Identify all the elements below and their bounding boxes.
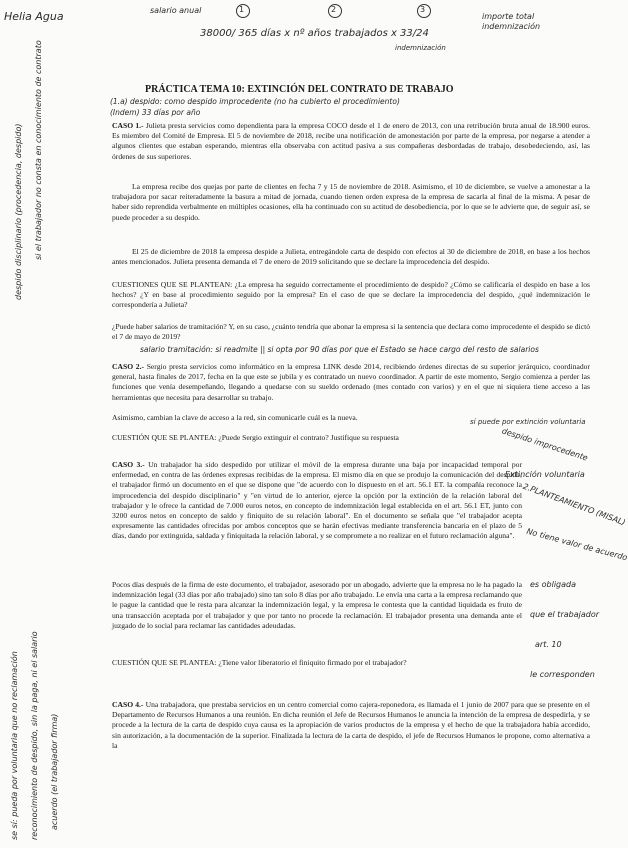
right-margin-note-4: No tiene valor de acuerdo bbox=[525, 526, 628, 563]
caso2-label: CASO 2.- bbox=[112, 362, 145, 371]
caso3-question bbox=[112, 658, 522, 668]
handwritten-number-1: 1 bbox=[239, 5, 245, 14]
handwritten-caso1-note: salario tramitación: si readmite || si opta por 90 días por que el Estado se hace cargo del resto de salarios bbox=[140, 345, 539, 354]
caso1-paragraph-3: El 25 de diciembre de 2018 la empresa despide a Julieta, entregándole carta de despido con efectos al 30 de diciembre de 2018, en base a los hechos antes mencionados. Julieta presenta demanda el 7 de enero de 2019 solicitando que se declare la improcedencia del despido. bbox=[112, 247, 590, 267]
handwritten-number-2: 2 bbox=[331, 5, 337, 14]
right-margin-note-8: le corresponden bbox=[530, 670, 595, 679]
caso2-paragraph-2: Asimismo, cambian la clave de acceso a la red, sin comunicarle cuál es la nueva. bbox=[112, 413, 358, 422]
right-margin-note-1: despido improcedente bbox=[500, 426, 589, 463]
caso1-text-1: Julieta presta servicios como dependienta para la empresa COCO desde el 1 de enero de 2013, con una retribución bruta anual de 18.900 euros. Es miembro del Comité de Empresa. El 5 de noviembre de 2018, recibe una notificación de amonestación por parte de la empresa, por negarse a atender a algunos clientes que estaban esperando, mientras ella observaba con actitud pasiva a sus compañeras desbordadas de trabajo, desobedeciendo, así, las órdenes de sus superiores. bbox=[112, 121, 590, 161]
handwritten-name: Helia Agua bbox=[4, 10, 64, 23]
caso2-paragraph-1 bbox=[112, 362, 590, 403]
right-margin-note-3: 2.PLANTEAMIENTO (MISAL) bbox=[521, 481, 627, 528]
handwritten-title-note-1: (1.a) despido: como despido improcedente (no ha cubierto el procedimiento) bbox=[110, 97, 400, 106]
handwritten-title-note-2: (Indem) 33 días por año bbox=[110, 108, 201, 117]
right-margin-note-6: que el trabajador bbox=[530, 610, 599, 619]
caso1-question-text: ¿La empresa ha seguido correctamente el procedimiento de despido? ¿Cómo se calificaría el despido en base a los hechos? ¿Y en base al procedimiento seguido por la empresa? En el caso de que se declare la improcedencia del despido, ¿qué indemnización le correspondería a Julieta? bbox=[112, 280, 590, 310]
caso1-paragraph-1 bbox=[112, 121, 590, 162]
caso1-questions bbox=[112, 280, 590, 311]
caso4-label: CASO 4.- bbox=[112, 700, 144, 709]
handwritten-importe-note: importe total indemnización bbox=[482, 12, 541, 31]
caso1-question-2: ¿Puede haber salarios de tramitación? Y, en su caso, ¿cuánto tendría que abonar la empresa si la sentencia que declara como improcedente el despido se dictó el 7 de mayo de 2019? bbox=[112, 322, 590, 342]
left-margin-note-1: despido disciplinario (procedencia, despido) bbox=[14, 123, 23, 300]
caso1-question-label: CUESTIONES QUE SE PLANTEAN: bbox=[112, 280, 233, 289]
left-margin-note-2: si el trabajador no consta en conocimiento de contrato bbox=[34, 40, 43, 260]
left-margin-note-5: acuerdo (el trabajador firma) bbox=[50, 713, 59, 830]
right-margin-note-7: art. 10 bbox=[535, 640, 562, 649]
caso4-paragraph-1 bbox=[112, 700, 590, 751]
handwritten-formula-sub: indemnización bbox=[395, 44, 446, 52]
left-margin-note-4: reconocimiento de despido, sin la paga, ni el salario bbox=[30, 631, 39, 840]
handwritten-caso2-note: sí puede por extinción voluntaria bbox=[470, 418, 586, 426]
caso3-question-label: CUESTIÓN QUE SE PLANTEA: bbox=[112, 658, 217, 667]
handwritten-number-3: 3 bbox=[420, 5, 426, 14]
caso1-label: CASO 1.- bbox=[112, 121, 144, 130]
caso1-paragraph-2: La empresa recibe dos quejas por parte de clientes en fecha 7 y 15 de noviembre de 2018. Asimismo, el 10 de diciembre, se vuelve a amonestar a la trabajadora por sacar reiteradamente la basura a mitad de jornada, cuando tienen orden expresa de la empresa de sacarla al final de la misma. A pesar de haber sido reprendida verbalmente en múltiples ocasiones, ella ha continuado con su actitud de desobediencia, por lo que se le advierte que, de seguir así, se puede proceder a su despido. bbox=[112, 182, 590, 222]
caso2-question-text: ¿Puede Sergio extinguir el contrato? Justifique su respuesta bbox=[218, 433, 399, 442]
handwritten-formula: 38000/ 365 días x nº años trabajados x 33/24 bbox=[200, 28, 429, 39]
handwritten-salario-note: salario anual bbox=[150, 6, 202, 15]
right-margin-note-5: es obligada bbox=[530, 580, 577, 589]
left-margin-note-3: se sí: pueda por voluntaria que no reclamación bbox=[10, 651, 19, 840]
caso2-text-1: Sergio presta servicios como informático en la empresa LINK desde 2014, recibiendo órdenes directas de su superior jerárquico, coordinador general, hasta finales de 2017, fecha en la que este se jubila y es contratado un nuevo coordinador. A partir de este momento, Sergio comienza a perder las funciones que venía desempeñando, llegando a quedarse con su sueldo ordenado (mes contado con varios) y en el que ni siquiera tiene acceso a las herramientas que necesita para desarrollar su trabajo. bbox=[112, 362, 590, 402]
caso3-text-1: Un trabajador ha sido despedido por utilizar el móvil de la empresa durante una baja por incapacidad temporal por enfermedad, en contra de las órdenes expresas recibidas de la empresa. El mismo día en que se produjo la comunicación del despido, el trabajador firmó un documento en el que se dispone que "de acuerdo con lo dispuesto en el art. 56.1 ET. la compañía reconoce la improcedencia del despido disciplinario" y "en virtud de lo anterior, ejerce la opción por la extinción de la relación laboral del trabajador y le ofrece la cantidad de 7.000 euros netos, en concepto de indemnización legal establecida en el art. 56.1 ET, junto con 3200 euros netos en concepto de saldo y finiquito de su relación laboral". En el documento se señala que "el trabajador acepta expresamente las cantidades ofrecidas por ambos conceptos que se harán efectivas mediante transferencia bancaria en el plazo de 5 días, dando por extinguida, saldada y finiquitada la relación laboral, y se compromete a no realizar en el futuro reclamación alguna". bbox=[112, 460, 523, 541]
caso3-paragraph-1 bbox=[112, 460, 522, 542]
caso3-question-text: ¿Tiene valor liberatorio el finiquito firmado por el trabajador? bbox=[218, 658, 407, 667]
page-title: PRÁCTICA TEMA 10: EXTINCIÓN DEL CONTRATO DE TRABAJO bbox=[145, 84, 454, 95]
caso4-text-1: Una trabajadora, que prestaba servicios en un centro comercial como cajera-reponedora, es llamada el 1 junio de 2007 para que se presente en el Departamento de Recursos Humanos a una reunión. En dicha reunión el Jefe de Recursos Humanos le anuncia la intención de la empresa de despedirla, y se procede a la lectura de la carta de despido cuya causa es la apropiación de varios productos de la empresa y el hecho de que la trabajadora había accedido, sin autorización, a la documentación de la superior. Finalizada la lectura de la carta de despido, el jefe de Recursos Humanos le propone, como alternativa a la bbox=[112, 700, 590, 750]
right-margin-note-2: Extinción voluntaria bbox=[505, 470, 585, 479]
caso2-question-label: CUESTIÓN QUE SE PLANTEA: bbox=[112, 433, 217, 442]
caso3-paragraph-2: Pocos días después de la firma de este documento, el trabajador, asesorado por un abogado, advierte que la empresa no le ha pagado la indemnización legal (33 días por año trabajado) sino tan solo 8 días por año trabajado. Le envía una carta a la empresa reclamando que le pague la cantidad que le resta para alcanzar la indemnización legal, y la empresa le contesta que la cantidad liquidada es fruto de una transacción aceptada por el trabajador y que por tanto no procede la reclamación. El trabajador presenta una demanda ante el juzgado de lo social para reclamar las cantidades adeudadas. bbox=[112, 580, 522, 630]
caso3-label: CASO 3.- bbox=[112, 460, 145, 469]
